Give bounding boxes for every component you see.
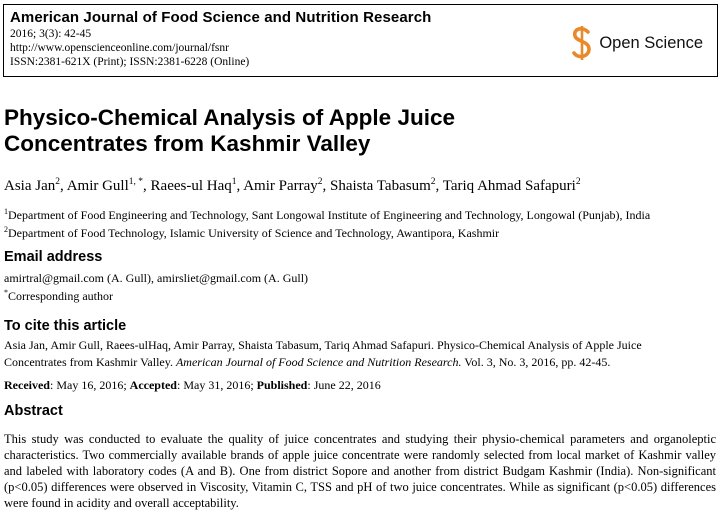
issn-line: ISSN:2381-621X (Print); ISSN:2381-6228 (Online)	[10, 56, 250, 68]
open-science-logo-icon	[570, 26, 594, 60]
author: Shaista Tabasum$^2$,	[330, 177, 443, 194]
abstract-heading: Abstract	[4, 403, 63, 419]
cite-heading: To cite this article	[4, 318, 127, 334]
author-list	[4, 177, 581, 195]
journal-header	[3, 4, 718, 77]
citation-journal: American Journal of Food Science and Nutrition Research.	[175, 355, 462, 369]
paper-title	[4, 105, 604, 157]
email-heading: Email address	[4, 249, 103, 265]
affiliation-1: $^1$Department of Food Engineering and Technology, Sant Longowal Institute of Engineering and Technology, Longowal (Punjab), India	[4, 207, 651, 222]
journal-url[interactable]: http://www.openscienceonline.com/journal/fsnr	[10, 42, 229, 54]
journal-title: American Journal of Food Science and Nutrition Research	[10, 9, 432, 26]
author: Amir Gull$^{1, *}$,	[66, 177, 151, 194]
author: Amir Parray$^2$,	[243, 177, 330, 194]
affiliation-2: $^2$Department of Food Technology, Islamic University of Science and Technology, Awantipora, Kashmir	[4, 225, 500, 240]
corresponding-author-note: *Corresponding author	[4, 288, 113, 303]
abstract-text: This study was conducted to evaluate the quality of juice concentrates and studying their physio-chemical parameters and organoleptic characteristics. Two commercially available brands of apple juice concentrate were randomly selected from local market of Kashmir valley and labeled with laboratory codes (A and B). One from district Sopore and another from district Budgam Kashmir (India). Non-significant (p<0.05) differences were observed in Viscosity, Vitamin C, TSS and pH of two juice concentrates. While as significant (p<0.05) differences were found in acidity and overall acceptability.	[4, 432, 716, 510]
citation-text: Asia Jan, Amir Gull, Raees-ulHaq, Amir Parray, Shaista Tabasum, Tariq Ahmad Safapuri. Physico-Chemical Analysis of Apple Juice Concentrates from Kashmir Valley. American Journal of Food Science and Nutrition Research. Vol. 3, No. 3, 2016, pp. 42-45.	[4, 338, 642, 369]
open-science-logo[interactable]	[570, 25, 703, 61]
logo-text: Open Science	[599, 33, 703, 52]
author: Raees-ul Haq$^1$,	[150, 177, 244, 194]
author: Asia Jan$^2$,	[4, 177, 67, 194]
paper-title-line-2: Concentrates from Kashmir Valley	[4, 131, 371, 156]
paper-title-line-1: Physico-Chemical Analysis of Apple Juice	[4, 105, 455, 130]
email-addresses[interactable]: amirtral@gmail.com (A. Gull), amirsliet@gmail.com (A. Gull)	[4, 271, 309, 285]
author: Tariq Ahmad Safapuri$^2$	[442, 177, 581, 194]
volume-issue-line: 2016; 3(3): 42-45	[10, 28, 92, 40]
publication-dates: Received: May 16, 2016; Accepted: May 31, 2016; Published: June 22, 2016	[4, 378, 381, 392]
